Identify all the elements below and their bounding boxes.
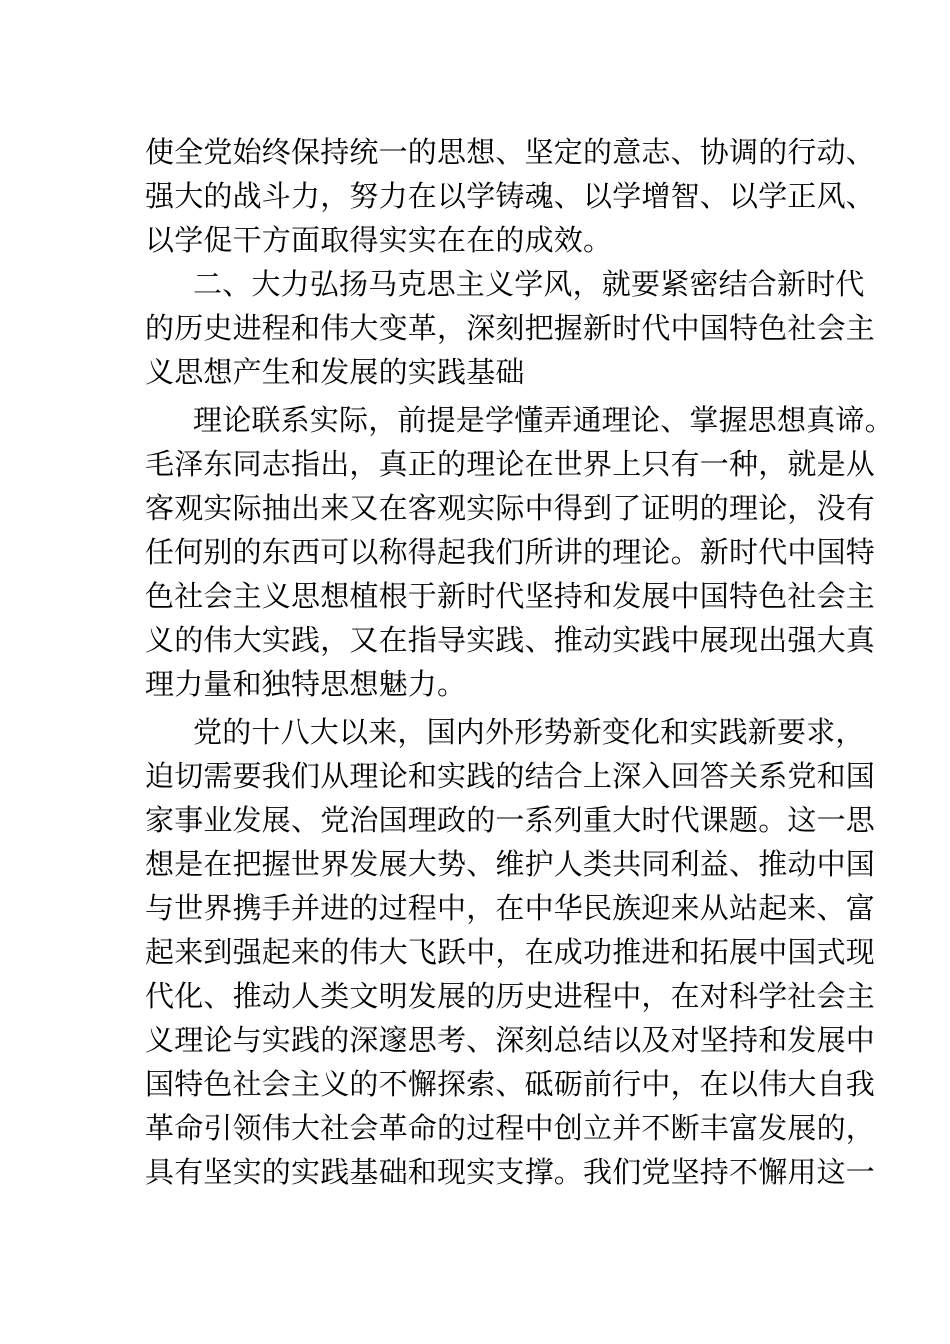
text-line: 国特色社会主义的不懈探索、砥砺前行中，在以伟大自我 <box>145 1067 876 1101</box>
text-line: 客观实际抽出来又在客观实际中得到了证明的理论，没有 <box>145 491 876 525</box>
text-line: 迫切需要我们从理论和实践的结合上深入回答关系党和国 <box>145 759 876 793</box>
text-line: 使全党始终保持统一的思想、坚定的意志、协调的行动、 <box>145 135 876 169</box>
text-line: 理论联系实际，前提是学懂弄通理论、掌握思想真谛。 <box>193 403 894 437</box>
text-line: 任何别的东西可以称得起我们所讲的理论。新时代中国特 <box>145 535 876 569</box>
text-line: 代化、推动人类文明发展的历史进程中，在对科学社会主 <box>145 979 876 1013</box>
text-line: 强大的战斗力，努力在以学铸魂、以学增智、以学正风、 <box>145 179 876 213</box>
text-line: 起来到强起来的伟大飞跃中，在成功推进和拓展中国式现 <box>145 935 876 969</box>
text-line: 家事业发展、党治国理政的一系列重大时代课题。这一思 <box>145 803 876 837</box>
text-line: 与世界携手并进的过程中，在中华民族迎来从站起来、富 <box>145 891 876 925</box>
text-line: 义的伟大实践，又在指导实践、推动实践中展现出强大真 <box>145 623 876 657</box>
text-line: 具有坚实的实践基础和现实支撑。我们党坚持不懈用这一 <box>145 1155 876 1189</box>
text-line: 义理论与实践的深邃思考、深刻总结以及对坚持和发展中 <box>145 1023 876 1057</box>
text-line: 想是在把握世界发展大势、维护人类共同利益、推动中国 <box>145 847 876 881</box>
text-line: 理力量和独特思想魅力。 <box>145 667 467 701</box>
text-line: 毛泽东同志指出，真正的理论在世界上只有一种，就是从 <box>145 447 876 481</box>
text-line: 色社会主义思想植根于新时代坚持和发展中国特色社会主 <box>145 579 876 613</box>
section-heading-line: 的历史进程和伟大变革，深刻把握新时代中国特色社会主 <box>145 311 876 345</box>
text-line: 以学促干方面取得实实在在的成效。 <box>145 223 613 257</box>
text-line: 革命引领伟大社会革命的过程中创立并不断丰富发展的， <box>145 1111 876 1145</box>
text-line: 党的十八大以来，国内外形势新变化和实践新要求， <box>193 715 865 749</box>
section-heading-line: 义思想产生和发展的实践基础 <box>145 355 525 389</box>
section-heading-line: 二、大力弘扬马克思主义学风，就要紧密结合新时代 <box>193 267 865 301</box>
